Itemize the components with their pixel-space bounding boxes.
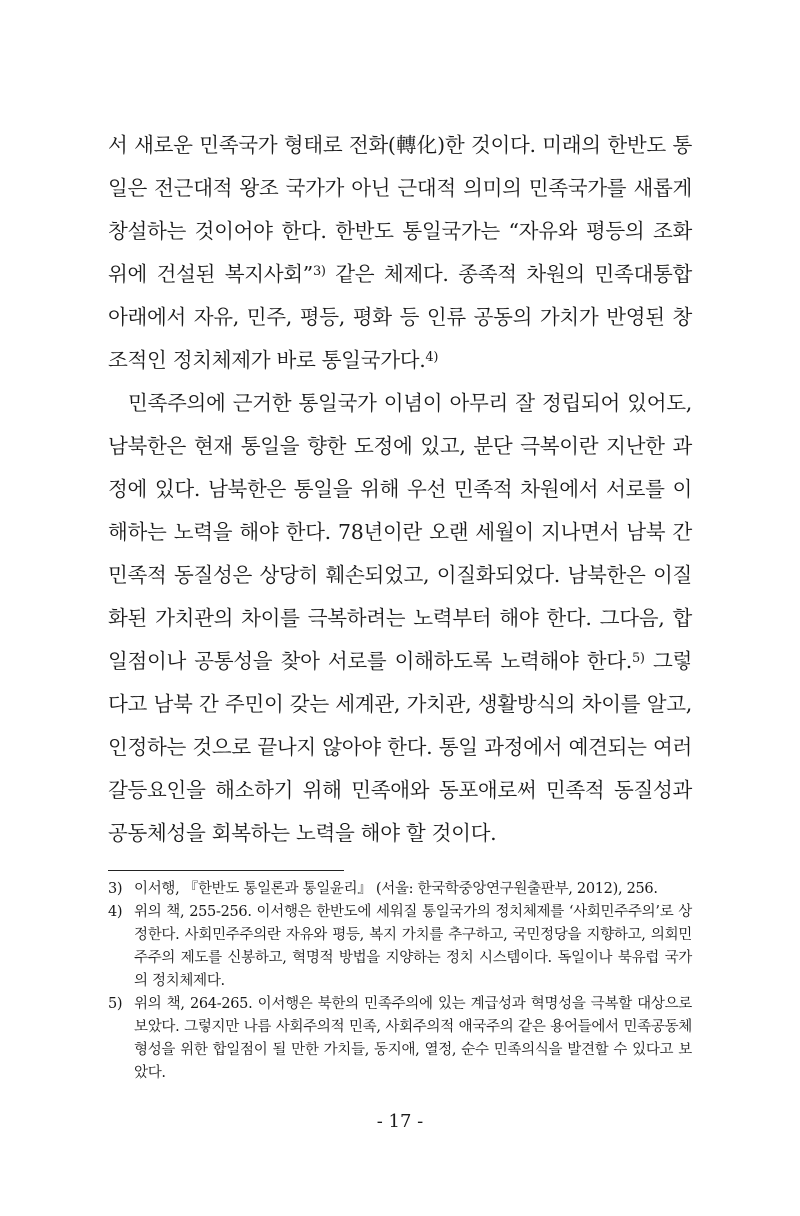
footnote-number: 5) bbox=[108, 996, 123, 1012]
footnote-4 bbox=[108, 901, 692, 993]
footnote-3 bbox=[108, 878, 692, 901]
paragraph-2 bbox=[108, 382, 692, 855]
paragraph-2-text-a: 민족주의에 근거한 통일국가 이념이 아무리 잘 정립되어 있어도, 남북한은 현재 통일을 향한 도정에 있고, 분단 극복이란 지난한 과정에 있다. 남북한은 통일을 위해 우선 민족적 차원에서 서로를 이해하는 노력을 해야 한다. 78년이란 오랜 세월이 지나면서 남북 간 민족적 동질성은 상당히 훼손되었고, 이질화되었다. 남북한은 이질화된 가치관의 차이를 극복하려는 노력부터 해야 한다. 그다음, 합일점이나 공통성을 찾아 서로를 이해하도록 노력해야 한다. bbox=[108, 391, 692, 673]
paragraph-1 bbox=[108, 124, 692, 382]
footnote-ref-4: 4) bbox=[425, 350, 439, 365]
footnote-number: 3) bbox=[108, 881, 123, 897]
footnote-text: 위의 책, 264-265. 이서행은 북한의 민족주의에 있는 계급성과 혁명성을 극복할 대상으로 보았다. 그렇지만 나름 사회주의적 민족, 사회주의적 애국주의 같은 용어들에서 민족공동체 형성을 위한 합일점이 될 만한 가치들, 동지애, 열정, 순수 민족의식을 발견할 수 있다고 보았다. bbox=[134, 996, 692, 1081]
footnote-number: 4) bbox=[108, 904, 123, 920]
footnote-ref-3: 3) bbox=[312, 264, 326, 279]
body-text bbox=[108, 124, 692, 855]
footnote-text: 위의 책, 255-256. 이서행은 한반도에 세워질 통일국가의 정치체제를 ‘사회민주주의’로 상정한다. 사회민주주의란 자유와 평등, 복지 가치를 추구하고, 국민정당을 지향하고, 의회민주주의 제도를 신봉하고, 혁명적 방법을 지양하는 정치 시스템이다. 독일이나 북유럽 국가의 정치체제다. bbox=[134, 904, 692, 989]
footnote-5 bbox=[108, 993, 692, 1085]
paragraph-1-text-a: 서 새로운 민족국가 형태로 전화(轉化)한 것이다. 미래의 한반도 통일은 전근대적 왕조 국가가 아닌 근대적 의미의 민족국가를 새롭게 창설하는 것이어야 한다. 한반도 통일국가는 “자유와 평등의 조화 위에 건설된 복지사회” bbox=[108, 133, 692, 286]
paragraph-1-text-b: 같은 체제다. 종족적 차원의 민족대통합 아래에서 자유, 민주, 평등, 평화 등 인류 공동의 가치가 반영된 창조적인 정치체제가 바로 통일국가다. bbox=[108, 262, 692, 372]
footnote-divider bbox=[108, 870, 344, 871]
footnotes bbox=[108, 878, 692, 1085]
footnote-text: 이서행, 『한반도 통일론과 통일윤리』 (서울: 한국학중앙연구원출판부, 2012), 256. bbox=[134, 881, 658, 897]
footnote-ref-5: 5) bbox=[631, 651, 645, 666]
page-number: - 17 - bbox=[376, 1111, 424, 1132]
paragraph-2-text-b: 그렇다고 남북 간 주민이 갖는 세계관, 가치관, 생활방식의 차이를 알고, 인정하는 것으로 끝나지 않아야 한다. 통일 과정에서 예견되는 여러 갈등요인을 해소하기 위해 민족애와 동포애로써 민족적 동질성과 공동체성을 회복하는 노력을 해야 할 것이다. bbox=[108, 649, 692, 845]
